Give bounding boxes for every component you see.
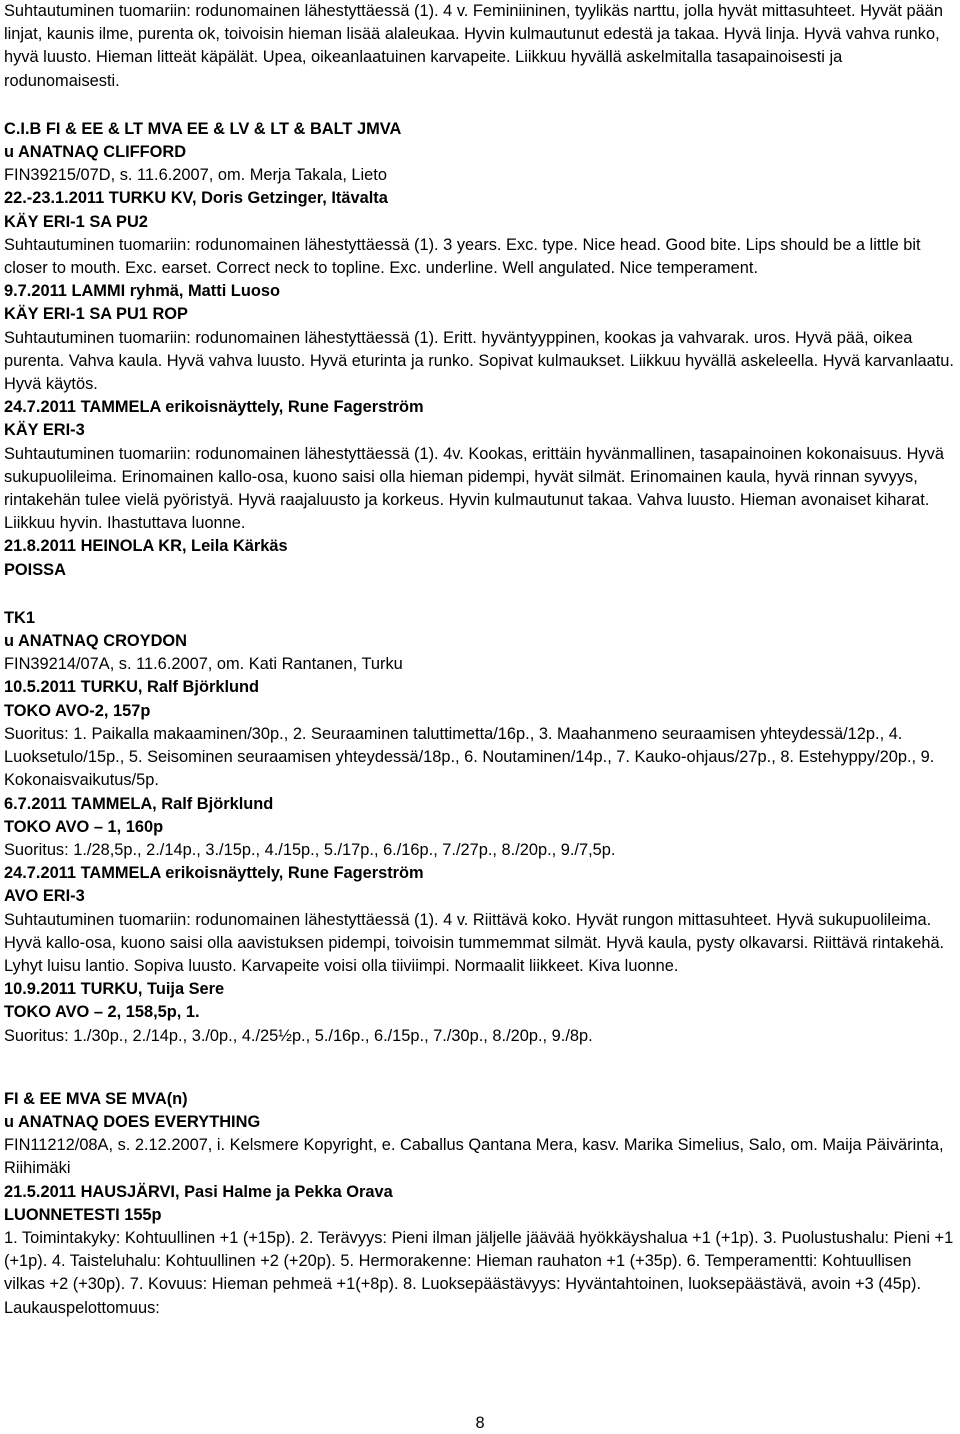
event-result: AVO ERI-3 [4,887,85,906]
dog-entry-does-everything [4,1088,956,1320]
dog-entry-croydon [4,607,956,1048]
event-details: Suhtautuminen tuomariin: rodunomainen lähestyttäessä (1). 4 v. Riittävä koko. Hyvät rungon mittasuhteet. Hyvä sukupuolileima. Hyvä kallo-osa, kuono saisi olla aavistuksen pidempi, toivoisin tummemmat silmät. Hyvä kaula, pysty olkavarsi. Riittävä rintakehä. Lyhyt luisu lantio. Sopiva luusto. Karvapeite voisi olla tiiviimpi. Normaalit liikkeet. Kiva luonne. [4,910,945,975]
registration-info: FIN11212/08A, s. 2.12.2007, i. Kelsmere Kopyright, e. Caballus Qantana Mera, kasv. Marika Simelius, Salo, om. Maija Päivärinta, Riihimäki [4,1136,944,1178]
show-result: POISSA [4,560,66,579]
show-result: KÄY ERI-1 SA PU1 ROP [4,305,188,324]
spacer [4,1048,956,1088]
event-details: Suoritus: 1./30p., 2./14p., 3./0p., 4./25½p., 5./16p., 6./15p., 7./30p., 8./20p., 9./8p. [4,1026,593,1045]
event-details: Suoritus: 1. Paikalla makaaminen/30p., 2. Seuraaminen taluttimetta/16p., 3. Maahanmeno seuraamisen yhteydessä/12p., 4. Luoksetulo/15p., 5. Seisominen seuraamisen yhteydessä/18p., 6. Noutaminen/14p., 7. Kauko-ohjaus/27p., 8. Estehyppy/20p., 9. Kokonaisvaikutus/5p. [4,724,935,790]
titles-line: C.I.B FI & EE & LT MVA EE & LV & LT & BALT JMVA [4,119,402,138]
dog-name: u ANATNAQ CLIFFORD [4,143,187,162]
event-details: Suoritus: 1./28,5p., 2./14p., 3./15p., 4./15p., 5./17p., 6./16p., 7./27p., 8./20p., 9./7,5p. [4,840,616,859]
event-result: TOKO AVO – 1, 160p [4,817,164,836]
titles-line: FI & EE MVA SE MVA(n) [4,1089,188,1108]
event-details: 1. Toimintakyky: Kohtuullinen +1 (+15p). 2. Terävyys: Pieni ilman jäljelle jäävää hyökkäyshalua +1 (+1p). 3. Puolustushalu: Pieni +1 (+1p). 4. Taisteluhalu: Kohtuullinen +2 (+20p). 5. Hermorakenne: Hieman rauhaton +1 (+35p). 6. Temperamentti: Kohtuullisen vilkas +2 (+30p). 7. Kovuus: Hieman pehmeä +1(+8p). 8. Luoksepäästävyys: Hyväntahtoinen, luoksepäästävä, avoin +3 (45p). Laukauspelottomuus: [4,1228,954,1317]
show-heading: 24.7.2011 TAMMELA erikoisnäyttely, Rune Fagerström [4,398,424,417]
event-heading: 10.9.2011 TURKU, Tuija Sere [4,980,225,999]
registration-info: FIN39214/07A, s. 11.6.2007, om. Kati Rantanen, Turku [4,655,403,674]
dog-name: u ANATNAQ CROYDON [4,632,188,651]
event-result: TOKO AVO-2, 157p [4,701,151,720]
event-result: LUONNETESTI 155p [4,1205,162,1224]
show-critique: Suhtautuminen tuomariin: rodunomainen lähestyttäessä (1). Eritt. hyväntyyppinen, kookas ja vahvarak. uros. Hyvä pää, oikea purenta. Vahva kaula. Hyvä vahva luusto. Hyvä eturinta ja runko. Sopivat kulmaukset. Liikkuu hyvällä askeleella. Hyvä karvanlaatu. Hyvä käytös. [4,328,954,394]
show-critique: Suhtautuminen tuomariin: rodunomainen lähestyttäessä (1). 4v. Kookas, erittäin hyvänmallinen, tasapainoinen kokonaisuus. Hyvä sukupuolileima. Erinomainen kallo-osa, kuono saisi olla hieman pidempi, hyvät silmät. Erinomainen kaula, hyvä rinnan syvyys, rintakehän tulee vielä pyöristyä. Hyvä raajaluusto ja korkeus. Hyvin kulmautunut takaa. Vahva luusto. Hieman avonaiset kiharat. Liikkuu hyvin. Ihastuttava luonne. [4,444,944,533]
carryover-paragraph: Suhtautuminen tuomariin: rodunomainen lähestyttäessä (1). 4 v. Feminiininen, tyylikäs narttu, jolla hyvät mittasuhteet. Hyvät pään linjat, kaunis ilme, purenta ok, toivoisin hieman lisää alaleukaa. Hyvin kulmautunut edestä ja takaa. Hyvä linja. Hyvä vahva runko, hyvä luusto. Hieman litteät käpälät. Upea, oikeanlaatuinen karvapeite. Liikkuu hyvällä askelmitalla tasapainoisesti ja rodunomaisesti. [4,2,943,90]
event-result: TOKO AVO – 2, 158,5p, 1. [4,1003,200,1022]
spacer [4,93,956,118]
show-result: KÄY ERI-1 SA PU2 [4,212,148,231]
spacer [4,582,956,607]
event-heading: 10.5.2011 TURKU, Ralf Björklund [4,678,260,697]
event-heading: 21.5.2011 HAUSJÄRVI, Pasi Halme ja Pekka Orava [4,1182,393,1201]
event-heading: 6.7.2011 TAMMELA, Ralf Björklund [4,794,274,813]
page-number: 8 [475,1414,485,1432]
dog-entry-clifford [4,118,956,582]
show-heading: 22.-23.1.2011 TURKU KV, Doris Getzinger, Itävalta [4,189,388,208]
show-result: KÄY ERI-3 [4,421,85,440]
show-heading: 21.8.2011 HEINOLA KR, Leila Kärkäs [4,537,288,556]
show-heading: 9.7.2011 LAMMI ryhmä, Matti Luoso [4,282,280,301]
registration-info: FIN39215/07D, s. 11.6.2007, om. Merja Takala, Lieto [4,166,387,185]
dog-name: u ANATNAQ DOES EVERYTHING [4,1112,261,1131]
show-critique: Suhtautuminen tuomariin: rodunomainen lähestyttäessä (1). 3 years. Exc. type. Nice head. Good bite. Lips should be a little bit closer to mouth. Exc. earset. Correct neck to topline. Exc. underline. Well angulated. Nice temperament. [4,235,921,278]
document-page [4,0,956,1320]
event-heading: 24.7.2011 TAMMELA erikoisnäyttely, Rune Fagerström [4,864,424,883]
titles-line: TK1 [4,608,35,627]
